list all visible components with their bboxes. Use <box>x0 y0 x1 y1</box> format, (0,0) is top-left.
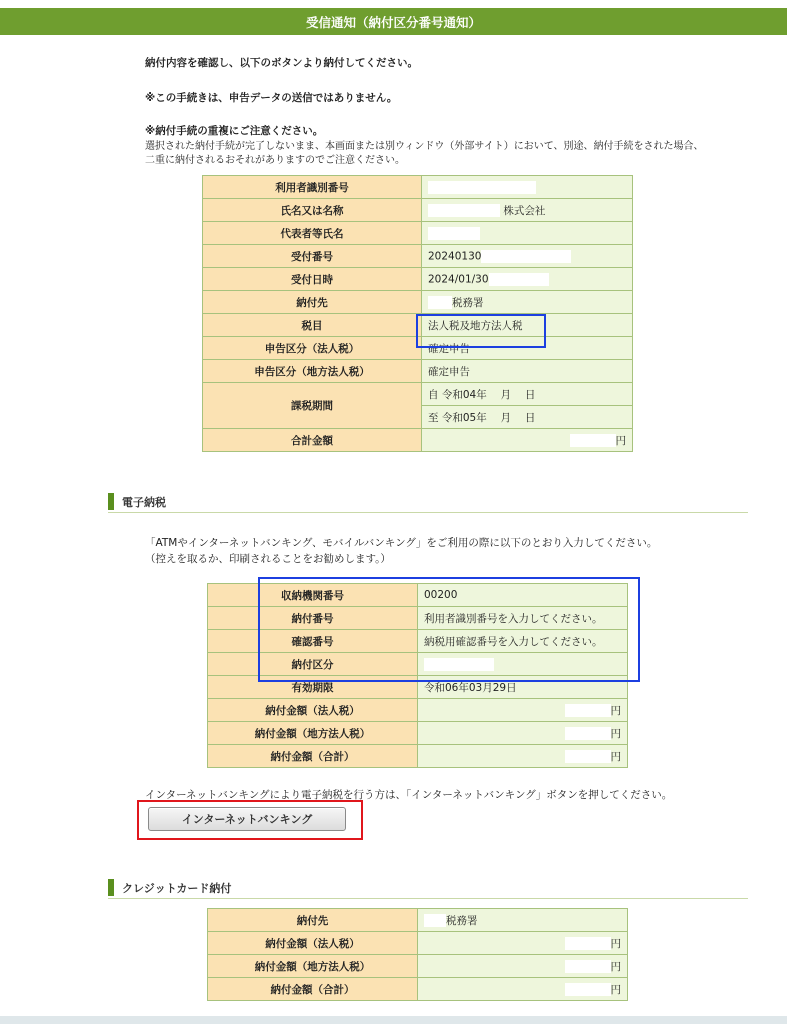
card-amount-total-value <box>418 978 628 1001</box>
redacted-block <box>565 983 611 996</box>
ib-note: インターネットバンキングにより電子納税を行う方は、「インターネットバンキング」ボタンを押してください。 <box>145 789 673 801</box>
card-amount-total-label: 納付金額（合計） <box>208 978 418 1001</box>
table-row <box>208 909 628 932</box>
receipt-datetime-label: 受付日時 <box>203 268 422 291</box>
redacted-block <box>570 434 616 447</box>
table-row <box>203 222 633 245</box>
table-row <box>203 291 633 314</box>
payee-label: 納付先 <box>203 291 422 314</box>
card-amount-local-unit: 円 <box>610 960 621 973</box>
tax-period-label: 課税期間 <box>203 383 422 429</box>
epay-description: 「ATMやインターネットバンキング、モバイルバンキング」をご利用の際に以下のとおり入力してください。 <box>145 537 658 549</box>
epay-section-header <box>108 492 748 513</box>
amount-local-value <box>418 722 628 745</box>
amount-total-unit: 円 <box>610 750 621 763</box>
section-marker <box>108 493 114 510</box>
table-row <box>203 199 633 222</box>
card-amount-local-label: 納付金額（地方法人税） <box>208 955 418 978</box>
card-amount-corp-label: 納付金額（法人税） <box>208 932 418 955</box>
card-payee-text: 税務署 <box>446 914 478 927</box>
page-title: 受信通知（納付区分番号通知） <box>305 14 481 30</box>
institution-number-value: 00200 <box>418 584 628 607</box>
payee-value <box>422 291 633 314</box>
tax-period-from: 自 令和04年 月 日 <box>422 383 633 406</box>
redacted-block <box>428 181 536 194</box>
payee-text: 税務署 <box>452 296 484 309</box>
table-row <box>208 630 628 653</box>
institution-number-label: 収納機関番号 <box>208 584 418 607</box>
redacted-block <box>424 914 446 927</box>
redacted-block <box>565 727 611 740</box>
filing-type-local-value: 確定申告 <box>422 360 633 383</box>
expiry-label: 有効期限 <box>208 676 418 699</box>
table-row <box>203 429 633 452</box>
table-row <box>203 360 633 383</box>
tax-item-value: 法人税及地方法人税 <box>422 314 633 337</box>
total-amount-label: 合計金額 <box>203 429 422 452</box>
user-id-value <box>422 176 633 199</box>
window-bottom-strip <box>0 1016 787 1024</box>
name-text: 株式会社 <box>503 204 546 217</box>
amount-corp-unit: 円 <box>610 704 621 717</box>
payment-number-value: 利用者識別番号を入力してください。 <box>418 607 628 630</box>
redacted-block <box>424 658 494 671</box>
redacted-block <box>428 296 452 309</box>
receipt-datetime-value <box>422 268 633 291</box>
epay-table <box>207 583 628 768</box>
internet-banking-button-label: インターネットバンキング <box>181 813 313 826</box>
amount-local-unit: 円 <box>610 727 621 740</box>
section-marker <box>108 879 114 896</box>
payment-category-value <box>418 653 628 676</box>
total-amount-value <box>422 429 633 452</box>
table-row <box>203 337 633 360</box>
name-label: 氏名又は名称 <box>203 199 422 222</box>
duplicate-warning-body-1: 選択された納付手続が完了しないまま、本画面または別ウィンドウ（外部サイト）において、別途、納付手続をされた場合、 <box>145 141 704 152</box>
amount-local-label: 納付金額（地方法人税） <box>208 722 418 745</box>
name-value <box>422 199 633 222</box>
receipt-number-label: 受付番号 <box>203 245 422 268</box>
amount-total-label: 納付金額（合計） <box>208 745 418 768</box>
internet-banking-button[interactable] <box>148 807 346 831</box>
table-row <box>208 932 628 955</box>
redacted-block <box>565 937 611 950</box>
table-row <box>208 699 628 722</box>
intro-instruction: 納付内容を確認し、以下のボタンより納付してください。 <box>145 57 418 69</box>
receipt-datetime-text: 2024/01/30 <box>428 273 489 285</box>
user-id-label: 利用者識別番号 <box>203 176 422 199</box>
epay-section-title: 電子納税 <box>122 496 166 509</box>
confirm-number-value: 納税用確認番号を入力してください。 <box>418 630 628 653</box>
summary-table <box>202 175 633 452</box>
table-row <box>208 607 628 630</box>
card-section-title: クレジットカード納付 <box>122 882 232 895</box>
expiry-value: 令和06年03月29日 <box>418 676 628 699</box>
redacted-block <box>481 250 571 263</box>
tax-period-to: 至 令和05年 月 日 <box>422 406 633 429</box>
card-amount-corp-unit: 円 <box>610 937 621 950</box>
intro-notice: ※この手続きは、申告データの送信ではありません。 <box>145 92 398 104</box>
card-payee-value <box>418 909 628 932</box>
amount-corp-value <box>418 699 628 722</box>
confirm-number-label: 確認番号 <box>208 630 418 653</box>
table-row <box>203 314 633 337</box>
representative-value <box>422 222 633 245</box>
payment-number-label: 納付番号 <box>208 607 418 630</box>
redacted-block <box>565 704 611 717</box>
table-row <box>208 745 628 768</box>
receipt-number-value <box>422 245 633 268</box>
receipt-number-text: 20240130 <box>428 250 482 262</box>
table-row <box>208 653 628 676</box>
redacted-block <box>428 204 500 217</box>
epay-print-advice: （控えを取るか、印刷されることをお勧めします。） <box>145 553 391 565</box>
table-row <box>208 722 628 745</box>
representative-label: 代表者等氏名 <box>203 222 422 245</box>
card-amount-total-unit: 円 <box>610 983 621 996</box>
table-row <box>203 245 633 268</box>
page-header <box>0 8 787 35</box>
amount-total-value <box>418 745 628 768</box>
table-row <box>203 383 633 406</box>
card-payee-label: 納付先 <box>208 909 418 932</box>
redacted-block <box>428 227 480 240</box>
table-row <box>203 268 633 291</box>
table-row <box>203 176 633 199</box>
redacted-block <box>565 750 611 763</box>
table-row <box>208 955 628 978</box>
filing-type-corp-value: 確定申告 <box>422 337 633 360</box>
filing-type-corp-label: 申告区分（法人税） <box>203 337 422 360</box>
card-amount-corp-value <box>418 932 628 955</box>
total-amount-unit: 円 <box>615 434 626 447</box>
table-row <box>208 584 628 607</box>
filing-type-local-label: 申告区分（地方法人税） <box>203 360 422 383</box>
tax-item-label: 税目 <box>203 314 422 337</box>
table-row <box>208 676 628 699</box>
duplicate-warning-body-2: 二重に納付されるおそれがありますのでご注意ください。 <box>145 155 405 166</box>
redacted-block <box>489 273 549 286</box>
table-row <box>208 978 628 1001</box>
card-amount-local-value <box>418 955 628 978</box>
amount-corp-label: 納付金額（法人税） <box>208 699 418 722</box>
card-section-header <box>108 878 748 899</box>
card-table <box>207 908 628 1001</box>
redacted-block <box>565 960 611 973</box>
duplicate-warning-title: ※納付手続の重複にご注意ください。 <box>145 125 324 137</box>
payment-category-label: 納付区分 <box>208 653 418 676</box>
